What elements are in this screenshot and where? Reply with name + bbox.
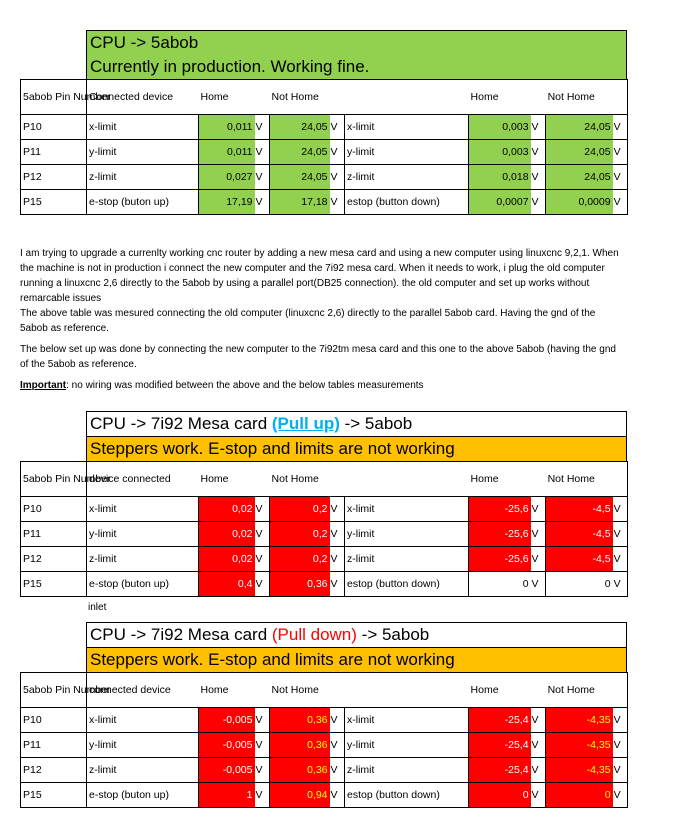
- unit-label: V: [255, 572, 270, 597]
- unit-label: V: [330, 522, 345, 547]
- section-2: [20, 411, 627, 597]
- unit-label: V: [255, 115, 270, 140]
- unit-label: V: [613, 140, 628, 165]
- header-home: Home: [199, 80, 270, 115]
- header-home-2: Home: [469, 462, 546, 497]
- section-3: [20, 622, 627, 808]
- not-home-value-2: 24,05: [546, 165, 613, 190]
- home-value-2: -25,4: [469, 733, 531, 758]
- home-value: 0,02: [199, 522, 255, 547]
- table-row: [21, 165, 628, 190]
- home-value: 0,02: [199, 497, 255, 522]
- pin-cell: P12: [21, 758, 87, 783]
- table-row: [21, 572, 628, 597]
- header-device: device connected: [87, 462, 199, 497]
- inlet-label: inlet: [88, 602, 107, 613]
- device-cell: e-stop (buton up): [87, 572, 199, 597]
- device-cell-2: x-limit: [345, 497, 469, 522]
- pin-cell: P11: [21, 140, 87, 165]
- section-2-title-post: -> 5abob: [339, 414, 413, 433]
- unit-label: V: [255, 708, 270, 733]
- not-home-value: 0,2: [270, 522, 330, 547]
- device-cell: e-stop (buton up): [87, 190, 199, 215]
- unit-label: V: [531, 783, 546, 808]
- header-pin: 5abob Pin Number: [21, 462, 87, 497]
- unit-label: V: [255, 140, 270, 165]
- home-value: 0,02: [199, 547, 255, 572]
- table-row: [21, 140, 628, 165]
- home-value: -0,005: [199, 758, 255, 783]
- unit-label: V: [613, 115, 628, 140]
- pin-cell: P15: [21, 783, 87, 808]
- pin-cell: P12: [21, 547, 87, 572]
- section-3-mode: (Pull down): [271, 625, 357, 644]
- unit-label: V: [330, 783, 345, 808]
- section-2-title-pre: CPU -> 7i92 Mesa card: [90, 414, 272, 433]
- unit-label: V: [255, 190, 270, 215]
- paragraph-3: The below set up was done by connecting the new computer to the 7i92tm mesa card and this one to the above 5abob (having the gnd of the 5abob as reference.: [20, 344, 616, 370]
- device-cell-2: z-limit: [345, 165, 469, 190]
- table-row: [21, 190, 628, 215]
- header-home: Home: [199, 462, 270, 497]
- not-home-value-2: 24,05: [546, 140, 613, 165]
- paragraph-2: The above table was mesured connecting the old computer (linuxcnc 2,6) directly to the parallel 5abob card. Having the gnd of the 5abob as reference.: [20, 308, 596, 334]
- not-home-value: 0,36: [270, 572, 330, 597]
- header-pin: 5abob Pin Number: [21, 80, 87, 115]
- not-home-value: 24,05: [270, 115, 330, 140]
- not-home-value: 17,18: [270, 190, 330, 215]
- header-device: Connected device: [87, 80, 199, 115]
- section-1-subtitle: Currently in production. Working fine.: [87, 55, 626, 79]
- header-home-2: Home: [469, 80, 546, 115]
- device-cell-2: y-limit: [345, 140, 469, 165]
- device-cell-2: estop (button down): [345, 572, 469, 597]
- unit-label: V: [531, 140, 546, 165]
- home-value-2: -25,6: [469, 522, 531, 547]
- not-home-value-2: -4,5: [546, 522, 613, 547]
- not-home-value: 0,2: [270, 497, 330, 522]
- home-value-2: -25,4: [469, 708, 531, 733]
- unit-label: V: [531, 708, 546, 733]
- not-home-value-2: -4,35: [546, 758, 613, 783]
- unit-label: V: [330, 190, 345, 215]
- unit-label: V: [531, 758, 546, 783]
- home-value-2: -25,6: [469, 547, 531, 572]
- home-value: 0,027: [199, 165, 255, 190]
- not-home-value: 24,05: [270, 140, 330, 165]
- unit-label: V: [255, 165, 270, 190]
- important-label: Important: [20, 380, 67, 391]
- device-cell: e-stop (buton up): [87, 783, 199, 808]
- unit-label: V: [613, 522, 628, 547]
- table-row: [21, 522, 628, 547]
- unit-label: V: [531, 497, 546, 522]
- device-cell-2: z-limit: [345, 758, 469, 783]
- paragraph-1: I am trying to upgrade a currenlty working cnc router by adding a new mesa card and using a new computer using linuxcnc 9,2,1. When the machine is not in production i connect the new computer and the 7i92 mesa card. When it needs to work, i plug the old computer running a linuxcnc 2,6 directly to the 5abob by using a parallel port(DB25 connection). the old computer and set up works without remarcable issues: [20, 248, 619, 304]
- header-home: Home: [199, 673, 270, 708]
- home-value-2: 0: [469, 572, 531, 597]
- device-cell-2: x-limit: [345, 708, 469, 733]
- unit-label: V: [613, 190, 628, 215]
- header-not-home: Not Home: [270, 80, 469, 115]
- not-home-value-2: 0: [546, 783, 613, 808]
- pin-cell: P10: [21, 497, 87, 522]
- home-value-2: -25,6: [469, 497, 531, 522]
- home-value-2: 0,0007: [469, 190, 531, 215]
- home-value: 17,19: [199, 190, 255, 215]
- unit-label: V: [531, 165, 546, 190]
- unit-label: V: [330, 115, 345, 140]
- unit-label: V: [255, 733, 270, 758]
- header-device: connected device: [87, 673, 199, 708]
- header-not-home-2: Not Home: [546, 673, 628, 708]
- table-row: [21, 733, 628, 758]
- device-cell-2: estop (button down): [345, 783, 469, 808]
- unit-label: V: [531, 522, 546, 547]
- device-cell-2: x-limit: [345, 115, 469, 140]
- table-2-header: [21, 462, 628, 497]
- device-cell: y-limit: [87, 522, 199, 547]
- device-cell: x-limit: [87, 708, 199, 733]
- device-cell: z-limit: [87, 758, 199, 783]
- not-home-value: 0,36: [270, 733, 330, 758]
- not-home-value-2: 0,0009: [546, 190, 613, 215]
- section-3-subtitle: Steppers work. E-stop and limits are not working: [87, 647, 626, 672]
- unit-label: V: [531, 547, 546, 572]
- home-value-2: 0,003: [469, 140, 531, 165]
- header-not-home-2: Not Home: [546, 80, 628, 115]
- section-3-title: [87, 623, 626, 647]
- unit-label: V: [255, 758, 270, 783]
- home-value: -0,005: [199, 733, 255, 758]
- device-cell-2: z-limit: [345, 547, 469, 572]
- table-2: [20, 461, 628, 597]
- unit-label: V: [613, 547, 628, 572]
- not-home-value: 0,36: [270, 758, 330, 783]
- table-row: [21, 783, 628, 808]
- table-row: [21, 497, 628, 522]
- unit-label: V: [330, 758, 345, 783]
- home-value-2: 0,018: [469, 165, 531, 190]
- table-row: [21, 115, 628, 140]
- device-cell-2: estop (button down): [345, 190, 469, 215]
- unit-label: V: [531, 190, 546, 215]
- not-home-value-2: -4,35: [546, 708, 613, 733]
- section-1: [20, 30, 627, 215]
- section-3-title-post: -> 5abob: [356, 625, 430, 644]
- unit-label: V: [330, 708, 345, 733]
- pin-cell: P15: [21, 190, 87, 215]
- device-cell: z-limit: [87, 547, 199, 572]
- pin-cell: P11: [21, 522, 87, 547]
- unit-label: V: [531, 115, 546, 140]
- section-2-title: [87, 412, 626, 436]
- unit-label: V: [330, 140, 345, 165]
- unit-label: V: [330, 497, 345, 522]
- table-1: [20, 79, 628, 215]
- home-value-2: 0: [469, 783, 531, 808]
- home-value: 0,011: [199, 140, 255, 165]
- pin-cell: P10: [21, 708, 87, 733]
- not-home-value: 0,2: [270, 547, 330, 572]
- unit-label: V: [255, 522, 270, 547]
- unit-label: V: [531, 733, 546, 758]
- section-1-banner: [86, 30, 627, 79]
- device-cell-2: y-limit: [345, 522, 469, 547]
- header-pin: 5abob Pin Number: [21, 673, 87, 708]
- device-cell: x-limit: [87, 115, 199, 140]
- description-block: [20, 246, 620, 393]
- unit-label: V: [255, 783, 270, 808]
- unit-label: V: [613, 165, 628, 190]
- unit-label: V: [330, 572, 345, 597]
- unit-label: V: [613, 758, 628, 783]
- table-3-header: [21, 673, 628, 708]
- pin-cell: P11: [21, 733, 87, 758]
- pin-cell: P10: [21, 115, 87, 140]
- section-2-subtitle: Steppers work. E-stop and limits are not working: [87, 436, 626, 461]
- unit-label: V: [613, 572, 628, 597]
- important-text: : no wiring was modified between the above and the below tables measurements: [66, 380, 424, 391]
- section-2-banner: [86, 411, 627, 461]
- unit-label: V: [613, 733, 628, 758]
- home-value: -0,005: [199, 708, 255, 733]
- not-home-value-2: -4,5: [546, 497, 613, 522]
- home-value-2: 0,003: [469, 115, 531, 140]
- table-3: [20, 672, 628, 808]
- home-value: 1: [199, 783, 255, 808]
- unit-label: V: [330, 165, 345, 190]
- not-home-value-2: -4,5: [546, 547, 613, 572]
- device-cell-2: y-limit: [345, 733, 469, 758]
- header-not-home-2: Not Home: [546, 462, 628, 497]
- home-value-2: -25,4: [469, 758, 531, 783]
- unit-label: V: [255, 497, 270, 522]
- home-value: 0,011: [199, 115, 255, 140]
- important-note: [20, 378, 620, 393]
- header-not-home: Not Home: [270, 462, 469, 497]
- unit-label: V: [613, 708, 628, 733]
- home-value: 0,4: [199, 572, 255, 597]
- device-cell: x-limit: [87, 497, 199, 522]
- section-3-banner: [86, 622, 627, 672]
- table-row: [21, 708, 628, 733]
- unit-label: V: [613, 783, 628, 808]
- unit-label: V: [255, 547, 270, 572]
- unit-label: V: [613, 497, 628, 522]
- section-1-title: CPU -> 5abob: [87, 31, 626, 55]
- not-home-value: 24,05: [270, 165, 330, 190]
- device-cell: y-limit: [87, 733, 199, 758]
- table-row: [21, 758, 628, 783]
- header-not-home: Not Home: [270, 673, 469, 708]
- unit-label: V: [330, 547, 345, 572]
- pin-cell: P15: [21, 572, 87, 597]
- unit-label: V: [531, 572, 546, 597]
- pin-cell: P12: [21, 165, 87, 190]
- not-home-value: 0,36: [270, 708, 330, 733]
- not-home-value-2: 24,05: [546, 115, 613, 140]
- not-home-value-2: 0: [546, 572, 613, 597]
- header-home-2: Home: [469, 673, 546, 708]
- section-3-title-pre: CPU -> 7i92 Mesa card: [90, 625, 272, 644]
- device-cell: y-limit: [87, 140, 199, 165]
- table-1-header: [21, 80, 628, 115]
- device-cell: z-limit: [87, 165, 199, 190]
- not-home-value-2: -4,35: [546, 733, 613, 758]
- not-home-value: 0,94: [270, 783, 330, 808]
- unit-label: V: [330, 733, 345, 758]
- table-row: [21, 547, 628, 572]
- section-2-mode: (Pull up): [271, 414, 340, 433]
